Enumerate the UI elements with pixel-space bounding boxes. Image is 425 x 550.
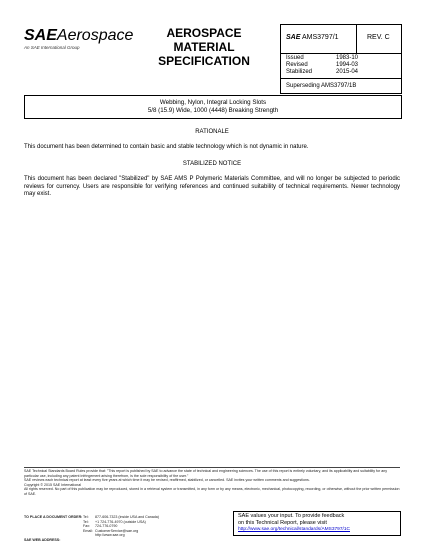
stabilized-notice-text: This document has been declared "Stabilized" by SAE AMS P Polymeric Materials Committee, and will no longer be subjected to periodic reviews for currency. Users are responsible for verifying references and continued suitability of technical requirements. Newer technology may exist. <box>24 176 400 197</box>
date-label: Issued <box>286 55 304 61</box>
rationale-heading: RATIONALE <box>195 129 229 135</box>
date-label: Revised <box>286 62 308 68</box>
feedback-box <box>233 511 401 536</box>
stabilized-notice-heading: STABILIZED NOTICE <box>182 161 242 167</box>
footer-divider <box>24 467 400 468</box>
web-address-label: SAE WEB ADDRESS: <box>24 538 61 542</box>
title-box <box>24 95 402 119</box>
rationale-text: This document has been determined to contain basic and stable technology which is not dynamic in nature. <box>24 144 309 150</box>
date-value: 1983-10 <box>336 55 359 61</box>
date-value: 1994-03 <box>336 62 359 68</box>
feedback-link[interactable]: http://www.sae.org/technical/standards/AMS3797/1C <box>238 527 350 532</box>
document-title-line: 5/8 (15.9) Wide, 1000 (4448) Breaking Strength <box>147 107 279 114</box>
copyright-line: Copyright © 2015 SAE International <box>24 482 81 487</box>
superseding-note: Superseding AMS3797/1B <box>286 83 357 89</box>
date-value: 2015-04 <box>336 69 359 75</box>
legal-paragraph: SAE Technical Standards Board Rules provide that: "This report is published by SAE to advance the state of technical and engineering sciences. The use of this report is entirely voluntary, and its applicability and suitability for any particular use, including any patent infringement arising therefrom, is the sole responsibility of the user." <box>24 469 388 478</box>
contact-row: Fax: 724-776-0790 <box>83 524 118 529</box>
document-info-box <box>280 24 402 94</box>
document-number: SAE AMS3797/1 <box>286 34 339 41</box>
feedback-text-line: on this Technical Report, please visit <box>238 520 327 526</box>
order-label: TO PLACE A DOCUMENT ORDER: <box>24 515 83 519</box>
logo-wordmark: SAEAerospace <box>24 27 134 44</box>
doc-type-line: SPECIFICATION <box>158 54 250 68</box>
date-label: Stabilized <box>286 69 313 75</box>
contact-row: Tel: 877-606-7323 (inside USA and Canada) <box>83 515 159 519</box>
contact-row: http://www.sae.org <box>95 533 125 538</box>
footer-legal <box>24 469 400 497</box>
doc-type-line: MATERIAL <box>173 40 235 54</box>
feedback-text-line: SAE values your input. To provide feedback <box>238 513 345 519</box>
order-contacts <box>83 515 213 538</box>
legal-paragraph: All rights reserved. No part of this publication may be reproduced, stored in a retrieval system or transmitted, in any form or by any means, electronic, mechanical, photocopying, recording, or otherwise, without the prior written permission of SAE. <box>24 487 400 496</box>
contact-row: Email: CustomerService@sae.org <box>83 528 139 533</box>
contact-row: Tel: +1 724-776-4970 (outside USA) <box>83 519 146 524</box>
revision-label: REV. C <box>367 34 390 41</box>
document-type <box>140 26 268 68</box>
sae-aerospace-logo <box>24 27 136 50</box>
legal-paragraph: SAE reviews each technical report at least every five years at which time it may be revised, reaffirmed, stabilized, or cancelled. SAE invites your written comments and suggestions. <box>24 478 310 483</box>
logo-tagline: An SAE International Group <box>24 45 80 50</box>
document-title-line: Webbing, Nylon, Integral Locking Slots <box>159 99 267 106</box>
doc-type-line: AEROSPACE <box>166 26 242 40</box>
